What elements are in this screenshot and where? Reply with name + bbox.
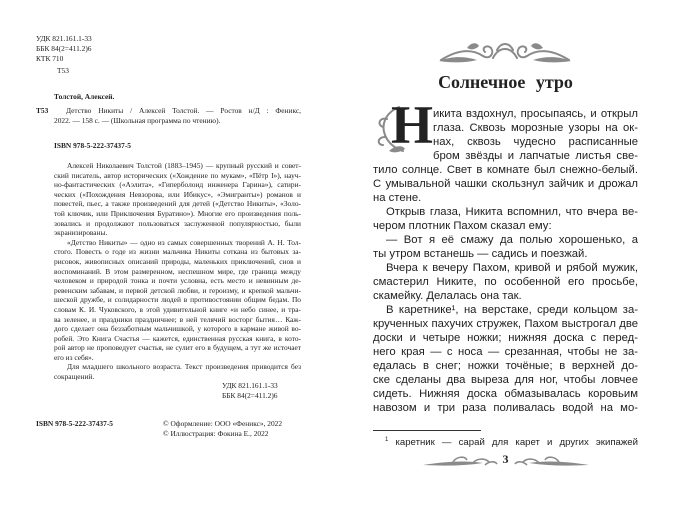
text-line: ческих («Похождения Невзорова, или Ибикус», «Эмигранты») романов и xyxy=(54,189,301,199)
isbn-top: ISBN 978-5-222-37437-5 xyxy=(54,141,131,150)
annotation-text xyxy=(54,161,301,382)
text-line: навозом и три раза поливалась водой на мо- xyxy=(373,402,638,414)
text-line: той ключик, или Приключения Буратино»). Многие его произведения поль- xyxy=(54,208,301,218)
text-line: воспоминаний. В этом размеренном, неспешном мире, где граница между xyxy=(54,266,301,276)
text-line: крученных пахучих стружек, Пахом выстрогал две xyxy=(373,318,638,330)
text-line: его из себя». xyxy=(54,352,94,362)
text-line: экранизированы. xyxy=(54,228,108,238)
copyright-illustration: © Иллюстрация: Фокина Е., 2022 xyxy=(163,429,269,438)
right-page-chapter xyxy=(337,0,674,505)
chapter-title: Солнечное утро xyxy=(438,72,573,92)
text-line: сокращений. xyxy=(54,372,95,382)
text-line: дого сделает она беззаботным мальчишкой, у которого в кармане живой во- xyxy=(54,324,301,334)
text-line: на стене. xyxy=(373,192,422,204)
card-line-2: 2022. — 158 с. — (Школьная программа по чтению). xyxy=(54,116,221,125)
footnote xyxy=(385,437,638,448)
text-line: ва зеленее, и праздники праздничнее; в ней телячий восторг бытия… Каж- xyxy=(54,314,301,324)
page-number: 3 xyxy=(502,452,509,466)
text-line: ске сделаны два выреза для ног, чтобы ловчее xyxy=(373,374,638,386)
text-line: робей. Это Книга Счастья — кажется, единственная русская книга, в кото- xyxy=(54,333,301,343)
udk-code: УДК 821.161.1-33 xyxy=(36,34,92,43)
footnote-text: каретник — сарай для карет и других экипажей xyxy=(395,437,638,449)
text-line: словам К. И. Чуковского, в этой удивительной книге «и небо синее, и тра- xyxy=(54,304,301,314)
bbk-bottom: ББК 84(2=411.2)6 xyxy=(222,391,278,400)
ktk-code: КТК 710 xyxy=(36,54,64,63)
udk-bottom: УДК 821.161.1-33 xyxy=(222,381,278,390)
text-line: рисовок, живописных описаний природы, маленьких приключений, снов и xyxy=(54,256,301,266)
author-name: Толстой, Алексей. xyxy=(54,92,115,101)
drop-cap-letter: Н xyxy=(391,95,434,155)
text-line: нах, сквозь чудесно расписанные xyxy=(433,136,638,148)
bbk-code: ББК 84(2=411.2)6 xyxy=(36,44,92,53)
text-line: ревенским забавам, и первой детской любви, и героизму, и крепкой мальчи- xyxy=(54,285,301,295)
text-line: доски и четыре ножки; нижняя доска с перед- xyxy=(373,332,638,344)
text-line: «Детство Никиты» — одно из самых совершенных творений А. Н. Тол- xyxy=(67,237,301,247)
text-line: него края — с носа — срезанная, чтобы не за- xyxy=(373,346,638,358)
header-ornament-icon xyxy=(437,40,573,66)
text-line: зовались и продолжают пользоваться заслуженной популярностью, были xyxy=(54,218,301,228)
card-sign: Т53 xyxy=(36,106,49,115)
text-line: В каретнике¹, на верстаке, среди кольцом за- xyxy=(386,304,638,316)
text-line: ты утром встанешь — садись и поезжай. xyxy=(373,248,588,260)
chapter-body-text xyxy=(373,107,638,415)
text-line: сидеть. Нижняя доска обмазывалась коровьим xyxy=(373,388,638,400)
text-line: но-фантастических («Аэлита», «Гиперболоид инженера Гарина»), сатири- xyxy=(54,180,301,190)
text-line: — Вот я её смажу да полью хорошенько, а xyxy=(386,234,638,246)
text-line: стого. Повесть о годе из жизни мальчика Никиты соткана из бытовых за- xyxy=(54,247,301,257)
text-line: чером плотник Пахом сказал ему: xyxy=(373,220,552,232)
text-line: Вчера к вечеру Пахом, кривой и рябой мужик, xyxy=(386,262,638,274)
card-line-1: Детство Никиты / Алексей Толстой. — Ростов н/Д : Феникс, xyxy=(66,106,301,115)
copyright-design: © Оформление: ООО «Феникс», 2022 xyxy=(163,419,283,428)
text-line: бром звёзды и лапчатые листья све- xyxy=(433,150,638,162)
footnote-mark: 1 xyxy=(385,437,389,443)
footnote-divider xyxy=(373,430,481,431)
text-line: повестей, пьес, а также произведений для детей («Детство Никиты», «Золо- xyxy=(54,199,301,209)
text-line: глаза. Сквозь морозные узоры на ок- xyxy=(433,122,638,134)
text-line: С умывальной чашки скользнул зайчик и дрожал xyxy=(373,178,638,190)
isbn-bottom: ISBN 978-5-222-37437-5 xyxy=(36,419,113,428)
text-line: тило солнце. Свет в комнате был снежно-белый. xyxy=(373,164,638,176)
text-line: едалась в снег; ножки точёные; в верхней до- xyxy=(373,360,638,372)
text-line: ский писатель, автор исторических («Хождение по мукам», «Пётр I»), науч- xyxy=(54,170,301,180)
author-sign: Т53 xyxy=(57,66,69,75)
text-line: шеской дружбе, и солидарности людей в противостоянии общим бедам. По xyxy=(54,295,301,305)
text-line: Алексей Николаевич Толстой (1883–1945) — крупный русский и совет- xyxy=(67,161,301,170)
text-line: скамейку. Делалась она так. xyxy=(373,290,522,302)
text-line: Для младшего школьного возраста. Текст произведения приводится без xyxy=(67,362,301,372)
text-line: человеком и природой тонка и почти условна, есть место и невинным де- xyxy=(54,276,301,286)
text-line: смастерил Никите, по особенной его просьбе, xyxy=(373,276,638,288)
page-number-ornament-right-icon xyxy=(513,454,589,468)
text-line: икита вздохнул, просыпаясь, и открыл xyxy=(433,108,638,120)
text-line: рой автор не проповедует счастья, не сулит его в будущем, а тут же источает xyxy=(54,343,301,353)
text-line: Открыв глаза, Никита вспомнил, что вчера ве- xyxy=(386,206,638,218)
